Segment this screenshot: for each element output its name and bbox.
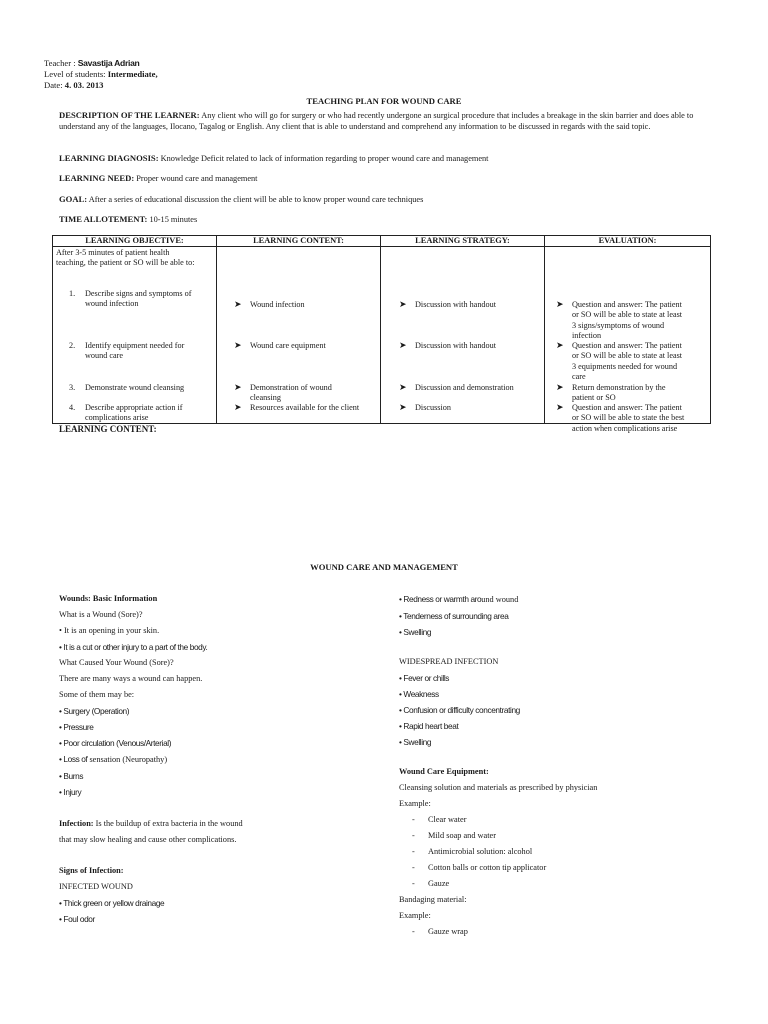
objective-2-text [85, 341, 184, 362]
content-line: Resources available for the client [250, 403, 360, 412]
equipment-item-text: Clear water [428, 815, 467, 824]
intro-line: After 3-5 minutes of patient health [56, 248, 170, 257]
widespread-heading: WIDESPREAD INFECTION [399, 657, 499, 666]
cause-loss-sensation [59, 751, 379, 768]
description-paragraph [59, 110, 713, 132]
objectives-intro [56, 248, 194, 269]
goal-text: After a series of educational discussion the client will be able to know proper wound care techniques [87, 195, 424, 204]
sign-drainage: • Thick green or yellow drainage [59, 898, 165, 908]
left-column [59, 591, 379, 927]
objective-3 [69, 383, 75, 393]
right-column [399, 591, 719, 940]
evaluation-item-1 [572, 300, 682, 342]
equipment-item: - Mild soap and water [412, 831, 496, 840]
intro-line: teaching, the patient or SO will be able to: [56, 258, 195, 268]
example-label: Example: [399, 911, 431, 920]
evaluation-line: care [572, 372, 586, 382]
opening-item: • It is an opening in your skin. [59, 626, 160, 635]
level-line [44, 69, 158, 80]
arrow-bullet-icon: ➤ [234, 383, 242, 393]
objective-line: wound care [85, 351, 123, 361]
arrow-bullet-icon: ➤ [556, 300, 564, 310]
objective-2 [69, 341, 75, 351]
evaluation-line: infection [572, 331, 602, 341]
level-value: Intermediate, [107, 69, 158, 79]
equipment-item: - Clear water [412, 815, 467, 824]
objective-number: 4. [69, 403, 76, 412]
equipment-item-text: Cotton balls or cotton tip applicator [428, 863, 547, 872]
level-label: Level of students: [44, 69, 108, 79]
page-title: TEACHING PLAN FOR WOUND CARE [306, 96, 462, 106]
objective-line: complications arise [85, 413, 149, 423]
goal-label: GOAL: [59, 194, 88, 204]
content-line: Wound care equipment [250, 341, 326, 350]
time-paragraph [59, 214, 713, 226]
need-label: LEARNING NEED: [59, 173, 135, 183]
content-cell [217, 247, 381, 424]
arrow-bullet-icon: ➤ [399, 341, 407, 351]
infection-text-2: that may slow healing and cause other complications. [59, 835, 237, 844]
evaluation-line: patient or SO [572, 393, 616, 403]
learning-content-label: LEARNING CONTENT: [59, 424, 157, 434]
header-content: LEARNING CONTENT: [217, 236, 381, 247]
description-text: Any client who will go for surgery or who had recently undergone an surgical procedure that includes a breakage in the skin barrier and does able to understand any of the languages, Ilocano, Tagalog or English. Any client that is able to understand and comprehend any information to be discussed in regards with the said topic. [59, 111, 694, 131]
objective-line: wound infection [85, 299, 139, 309]
objectives-cell [53, 247, 217, 424]
many-ways: There are many ways a wound can happen. [59, 674, 203, 683]
objective-4-text [85, 403, 183, 424]
strategy-cell [381, 247, 545, 424]
redness-text-a: • Redness or warmth aro [399, 594, 482, 604]
evaluation-line: or SO will be able to state at least [572, 351, 683, 361]
diagnosis-label: LEARNING DIAGNOSIS: [59, 153, 159, 163]
infection-definition [59, 816, 379, 832]
arrow-bullet-icon: ➤ [399, 300, 407, 310]
date-label: Date: [44, 80, 65, 90]
bandaging-item: - Gauze wrap [412, 927, 468, 936]
section-title: WOUND CARE AND MANAGEMENT [310, 562, 458, 572]
content-line: Wound infection [250, 300, 305, 309]
basic-info-heading: Wounds: Basic Information [59, 594, 158, 603]
evaluation-line: Question and answer: The patient [572, 341, 682, 350]
evaluation-item-4 [572, 403, 684, 434]
teaching-plan-table [52, 235, 711, 433]
objective-number: 2. [69, 341, 76, 350]
sign-redness [399, 591, 719, 608]
strategy-item-2: Discussion with handout [415, 341, 496, 350]
date-line [44, 80, 103, 91]
example-label: Example: [399, 799, 431, 808]
arrow-bullet-icon: ➤ [234, 403, 242, 413]
evaluation-cell [545, 247, 711, 433]
objective-number: 1. [69, 289, 76, 298]
strategy-item-3: Discussion and demonstration [415, 383, 514, 392]
equipment-item-text: Gauze [428, 879, 450, 888]
objective-1-text [85, 289, 191, 310]
cause-surgery: • Surgery (Operation) [59, 706, 130, 716]
content-item-3 [250, 383, 332, 404]
arrow-bullet-icon: ➤ [399, 383, 407, 393]
evaluation-line: action when complications arise [572, 423, 678, 433]
evaluation-line: 3 signs/symptoms of wound [572, 320, 665, 330]
evaluation-item-2 [572, 341, 682, 383]
widespread-sign: • Confusion or difficulty concentrating [399, 705, 520, 715]
cause-burns: • Burns [59, 771, 84, 781]
widespread-sign: • Fever or chills [399, 673, 450, 683]
sign-swelling: • Swelling [399, 627, 432, 637]
equipment-item: - Gauze [412, 879, 450, 888]
cleansing-text: Cleansing solution and materials as prescribed by physician [399, 783, 598, 792]
table-body-row [53, 247, 711, 424]
evaluation-item-3 [572, 383, 665, 404]
infection-label: Infection: [59, 819, 94, 828]
header-evaluation: EVALUATION: [545, 236, 711, 247]
loss-text-b: sensation (Neuropathy) [87, 755, 168, 764]
bandaging-label: Bandaging material: [399, 895, 467, 904]
content-item-1 [250, 300, 305, 310]
description-label: DESCRIPTION OF THE LEARNER: [59, 110, 200, 120]
time-text: 10-15 minutes [147, 215, 198, 224]
equipment-item-text: Antimicrobial solution: alcohol [428, 847, 533, 856]
cause-circulation: • Poor circulation (Venous/Arterial) [59, 738, 172, 748]
objective-line: Describe appropriate action if [85, 403, 183, 412]
cut-item: • It is a cut or other injury to a part of the body. [59, 642, 208, 652]
arrow-bullet-icon: ➤ [399, 403, 407, 413]
objective-line: Identify equipment needed for [85, 341, 185, 350]
time-label: TIME ALLOTEMENT: [59, 214, 148, 224]
equipment-item-text: Mild soap and water [428, 831, 496, 840]
diagnosis-text: Knowledge Deficit related to lack of information regarding to proper wound care and management [158, 154, 489, 163]
arrow-bullet-icon: ➤ [234, 341, 242, 351]
evaluation-line: or SO will be able to state at least [572, 310, 683, 320]
content-item-2 [250, 341, 326, 351]
objective-4 [69, 403, 75, 413]
widespread-sign: • Rapid heart beat [399, 721, 459, 731]
loss-text-a: • Loss of [59, 754, 88, 764]
arrow-bullet-icon: ➤ [556, 383, 564, 393]
objective-3-text [85, 383, 184, 393]
diagnosis-paragraph [59, 153, 713, 165]
some-may-be: Some of them may be: [59, 690, 135, 699]
equipment-item: - Antimicrobial solution: alcohol [412, 847, 533, 856]
evaluation-line: Return demonstration by the [572, 383, 666, 392]
strategy-item-1: Discussion with handout [415, 300, 496, 309]
infection-text: Is the buildup of extra bacteria in the wound [93, 819, 243, 828]
infected-wound-heading: INFECTED WOUND [59, 882, 133, 891]
content-line: Demonstration of wound [250, 383, 332, 392]
widespread-sign: • Swelling [399, 737, 432, 747]
teacher-label: Teacher : [44, 58, 78, 68]
objective-1 [69, 289, 75, 299]
equipment-item: - Cotton balls or cotton tip applicator [412, 863, 547, 872]
arrow-bullet-icon: ➤ [234, 300, 242, 310]
arrow-bullet-icon: ➤ [556, 341, 564, 351]
sign-odor: • Foul odor [59, 914, 95, 924]
what-caused: What Caused Your Wound (Sore)? [59, 658, 174, 667]
strategy-item-4: Discussion [415, 403, 451, 412]
sign-tenderness: • Tenderness of surrounding area [399, 611, 509, 621]
cause-pressure: • Pressure [59, 722, 94, 732]
arrow-bullet-icon: ➤ [556, 403, 564, 413]
header-strategy: LEARNING STRATEGY: [381, 236, 545, 247]
evaluation-line: Question and answer: The patient [572, 403, 682, 412]
table-header-row [53, 236, 711, 247]
content-line: cleansing [250, 393, 281, 403]
header-objective: LEARNING OBJECTIVE: [53, 236, 217, 247]
equipment-heading: Wound Care Equipment: [399, 767, 489, 776]
evaluation-line: or SO will be able to state the best [572, 413, 685, 423]
date-value: 4. 03. 2013 [64, 80, 104, 90]
bandaging-item-text: Gauze wrap [428, 927, 468, 936]
widespread-sign: • Weakness [399, 689, 439, 699]
objective-line: Describe signs and symptoms of [85, 289, 192, 298]
objective-number: 3. [69, 383, 76, 392]
evaluation-line: Question and answer: The patient [572, 300, 682, 309]
content-item-4 [250, 403, 359, 413]
need-text: Proper wound care and management [134, 174, 258, 183]
cause-injury: • Injury [59, 787, 82, 797]
goal-paragraph [59, 194, 713, 206]
signs-heading: Signs of Infection: [59, 866, 124, 875]
objective-line: Demonstrate wound cleansing [85, 383, 185, 392]
need-paragraph [59, 173, 713, 185]
redness-text-b: und wound [481, 595, 519, 604]
teacher-line [44, 58, 140, 69]
what-is-wound: What is a Wound (Sore)? [59, 610, 143, 619]
teacher-name: Savastija Adrian [77, 58, 140, 68]
evaluation-line: 3 equipments needed for wound [572, 361, 678, 371]
